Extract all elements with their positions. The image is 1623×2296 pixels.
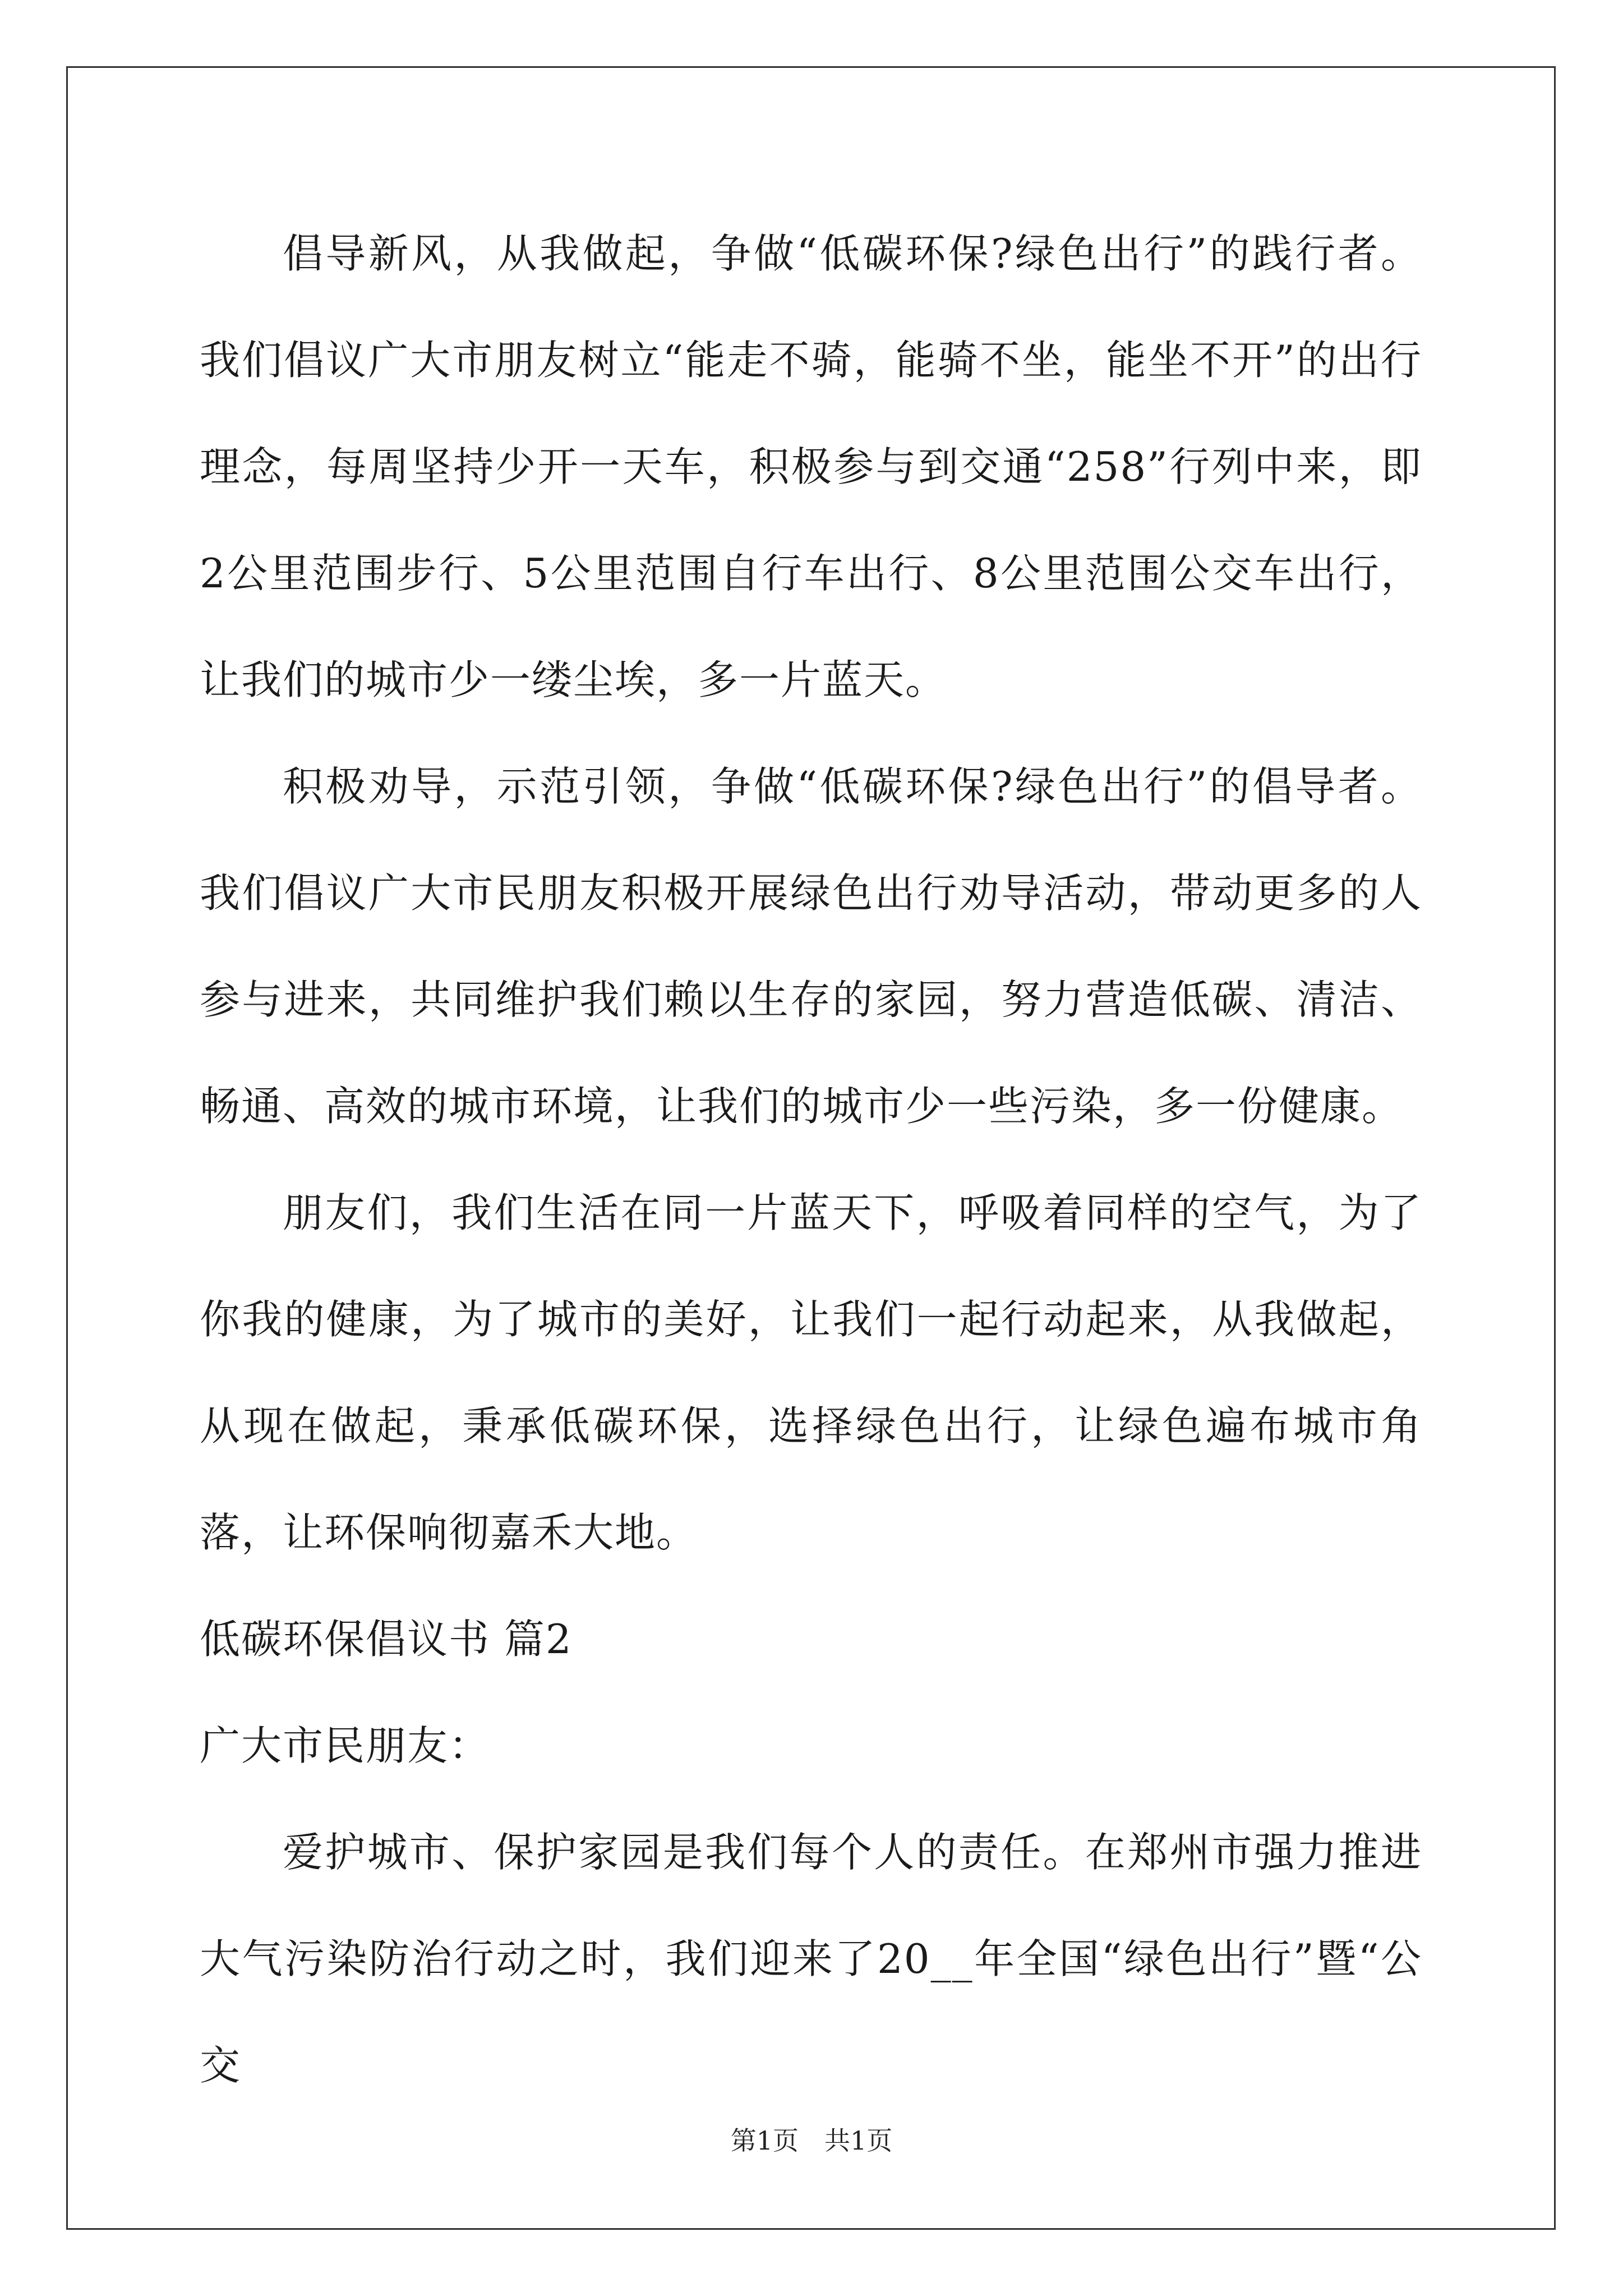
paragraph-3: 朋友们，我们生活在同一片蓝天下，呼吸着同样的空气，为了你我的健康，为了城市的美好，让我们一起行动起来，从我做起，从现在做起，秉承低碳环保，选择绿色出行，让绿色遍布城市角落，让环保响彻嘉禾大地。 [200, 1189, 1422, 1556]
document-body [200, 200, 1422, 2119]
page-footer: 第1页 共1页 [730, 2125, 893, 2156]
paragraph-4: 爱护城市、保护家园是我们每个人的责任。在郑州市强力推进大气污染防治行动之时，我们迎来了20__年全国“绿色出行”暨“公交 [200, 1829, 1422, 2089]
salutation: 广大市民朋友： [200, 1722, 491, 1769]
paragraph-1: 倡导新风，从我做起，争做“低碳环保?绿色出行”的践行者。我们倡议广大市朋友树立“能走不骑，能骑不坐，能坐不开”的出行理念，每周坚持少开一天车，积极参与到交通“258”行列中来，即2公里范围步行、5公里范围自行车出行、8公里范围公交车出行，让我们的城市少一缕尘埃，多一片蓝天。 [200, 230, 1422, 703]
section-title: 低碳环保倡议书 篇2 [200, 1616, 573, 1663]
paragraph-2: 积极劝导，示范引领，争做“低碳环保?绿色出行”的倡导者。我们倡议广大市民朋友积极开展绿色出行劝导活动，带动更多的人参与进来，共同维护我们赖以生存的家园，努力营造低碳、清洁、畅通、高效的城市环境，让我们的城市少一些污染，多一份健康。 [200, 763, 1422, 1130]
